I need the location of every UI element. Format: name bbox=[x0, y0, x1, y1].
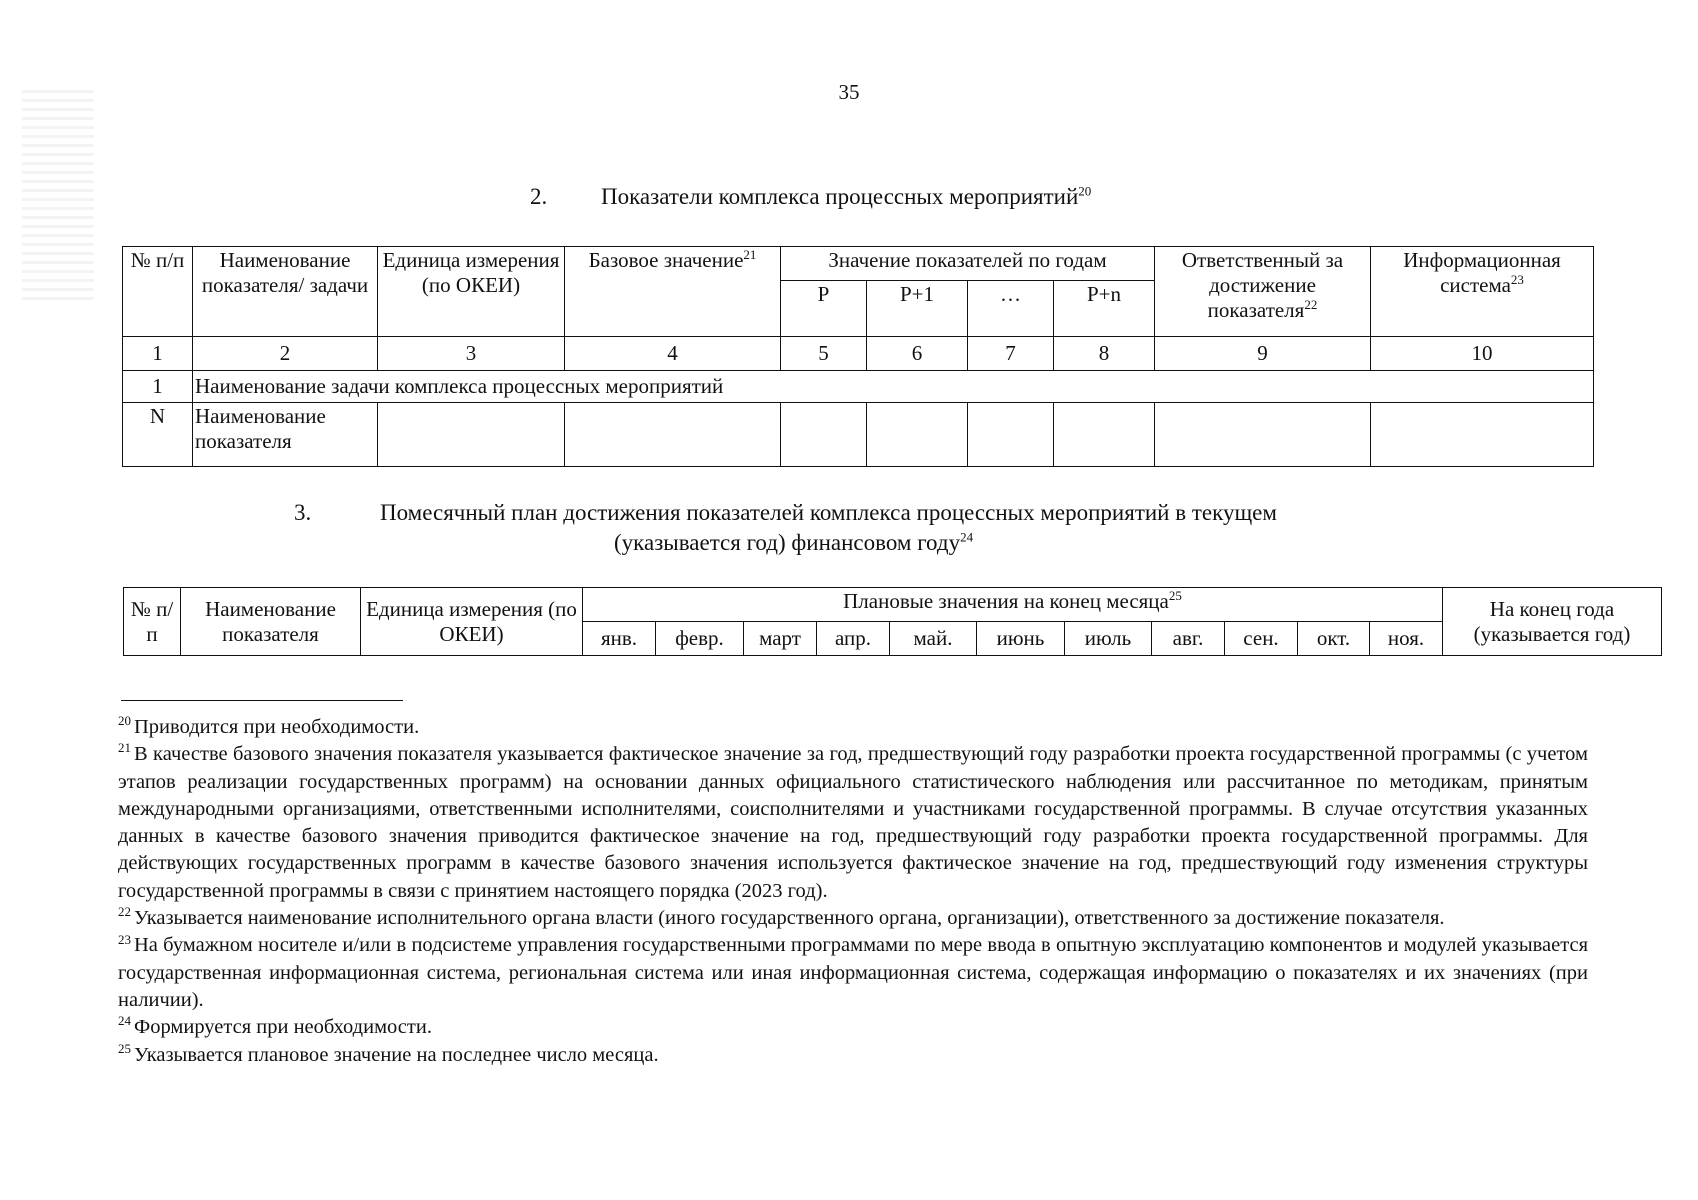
footnote-separator bbox=[121, 700, 403, 701]
month-jan: янв. bbox=[583, 622, 656, 656]
header-responsible: Ответственный за достижение показателя$^{22}$ bbox=[1155, 247, 1371, 337]
indicators-table bbox=[122, 246, 1594, 467]
empty-cell bbox=[378, 403, 565, 467]
col-number: 5 bbox=[781, 337, 867, 371]
footnote-24: $^{24}$ Формируется при необходимости. bbox=[118, 1013, 432, 1039]
indicator-num: N bbox=[123, 403, 193, 467]
month-jun: июнь bbox=[977, 622, 1065, 656]
header-year-end: На конец года (указывается год) bbox=[1443, 588, 1662, 656]
month-may: май. bbox=[890, 622, 977, 656]
section3-number: 3. bbox=[294, 500, 312, 525]
column-numbers-row bbox=[123, 337, 1594, 371]
footnote-22: $^{22}$ Указывается наименование исполнительного органа власти (иного государственного органа, организации), ответственного за достижение показателя. bbox=[118, 904, 1445, 930]
footnote-ref-21: 21 bbox=[743, 247, 757, 262]
header-info-system: Информационная система$^{23}$ bbox=[1371, 247, 1594, 337]
footnote-23: $^{23}$ На бумажном носителе и/или в подсистеме управления государственными программами по мере ввода в опытную эксплуатацию компонентов и модулей указывается государственная информационная система, региональная система или иная информационная система, содержащая информацию о показателях и их значениях (при наличии). bbox=[118, 931, 1588, 1011]
footnote-ref-23: 23 bbox=[1510, 272, 1524, 287]
section3-title-line1: Помесячный план достижения показателей комплекса процессных мероприятий в текущем bbox=[380, 500, 1277, 525]
header-year-p1: Р+1 bbox=[867, 281, 968, 337]
empty-cell bbox=[1155, 403, 1371, 467]
header-unit: Единица измерения (по ОКЕИ) bbox=[378, 247, 565, 337]
month-oct: окт. bbox=[1298, 622, 1370, 656]
footnote-25: $^{25}$ Указывается плановое значение на последнее число месяца. bbox=[118, 1040, 659, 1066]
empty-cell bbox=[1371, 403, 1594, 467]
footnote-20: $^{20}$ Приводится при необходимости. bbox=[118, 713, 420, 738]
section3-title-line2: (указывается год) финансовом году$^{24}$ bbox=[614, 529, 974, 555]
header-unit: Единица измерения (по ОКЕИ) bbox=[361, 588, 583, 656]
section2-title: Показатели комплекса процессных мероприятий$^{20}$ bbox=[601, 183, 1092, 209]
col-number: 2 bbox=[193, 337, 378, 371]
footnote-ref-22: 22 bbox=[1304, 297, 1318, 312]
empty-cell bbox=[565, 403, 781, 467]
header-values-by-year: Значение показателей по годам bbox=[781, 247, 1155, 281]
page-number: 35 bbox=[838, 80, 860, 104]
footnotes bbox=[118, 714, 1588, 1069]
col-number: 6 bbox=[867, 337, 968, 371]
indicator-name: Наименование показателя bbox=[193, 403, 378, 467]
empty-cell bbox=[968, 403, 1054, 467]
empty-cell bbox=[781, 403, 867, 467]
section2-number: 2. bbox=[530, 184, 548, 209]
header-num: № п/п bbox=[123, 247, 193, 337]
indicator-row bbox=[123, 403, 1594, 467]
task-num: 1 bbox=[123, 371, 193, 403]
header-indicator-name: Наименование показателя bbox=[181, 588, 361, 656]
footnote-ref-25: 25 bbox=[1168, 588, 1182, 603]
footnote-ref-20: 20 bbox=[1078, 183, 1092, 199]
col-number: 9 bbox=[1155, 337, 1371, 371]
header-year-pn: Р+n bbox=[1054, 281, 1155, 337]
col-number: 4 bbox=[565, 337, 781, 371]
col-number: 10 bbox=[1371, 337, 1594, 371]
header-indicator-name: Наименование показателя/ задачи bbox=[193, 247, 378, 337]
header-planned-values: Плановые значения на конец месяца$^{25}$ bbox=[583, 588, 1443, 622]
task-name: Наименование задачи комплекса процессных мероприятий bbox=[193, 371, 1594, 403]
month-nov: ноя. bbox=[1370, 622, 1443, 656]
col-number: 3 bbox=[378, 337, 565, 371]
month-apr: апр. bbox=[817, 622, 890, 656]
footnote-21: $^{21}$ В качестве базового значения показателя указывается фактическое значение за год, предшествующий году разработки проекта государственной программы (с учетом этапов реализации государственных программ) на основании данных официального статистического наблюдения или рассчитанное по методикам, принятым международными организациями, ответственными исполнителями, соисполнителями и участниками государственной программы. В случае отсутствия указанных данных в качестве базового значения приводится фактическое значение на год, предшествующий году разработки проекта государственной программы. Для действующих государственных программ в качестве базового значения используется фактическое значение на год, предшествующий году изменения структуры государственной программы в связи с принятием настоящего порядка (2023 год). bbox=[118, 740, 1588, 902]
header-year-p: Р bbox=[781, 281, 867, 337]
col-number: 8 bbox=[1054, 337, 1155, 371]
col-number: 7 bbox=[968, 337, 1054, 371]
scan-edge-artifact bbox=[22, 90, 94, 300]
header-num: № п/п bbox=[124, 588, 181, 656]
footnote-ref-24: 24 bbox=[960, 529, 974, 545]
monthly-plan-table bbox=[123, 587, 1662, 656]
empty-cell bbox=[867, 403, 968, 467]
month-mar: март bbox=[744, 622, 817, 656]
header-base-value: Базовое значение$^{21}$ bbox=[565, 247, 781, 337]
task-row bbox=[123, 371, 1594, 403]
month-sep: сен. bbox=[1225, 622, 1298, 656]
month-jul: июль bbox=[1065, 622, 1152, 656]
empty-cell bbox=[1054, 403, 1155, 467]
header-year-ellipsis: … bbox=[968, 281, 1054, 337]
col-number: 1 bbox=[123, 337, 193, 371]
month-feb: февр. bbox=[656, 622, 744, 656]
month-aug: авг. bbox=[1152, 622, 1225, 656]
